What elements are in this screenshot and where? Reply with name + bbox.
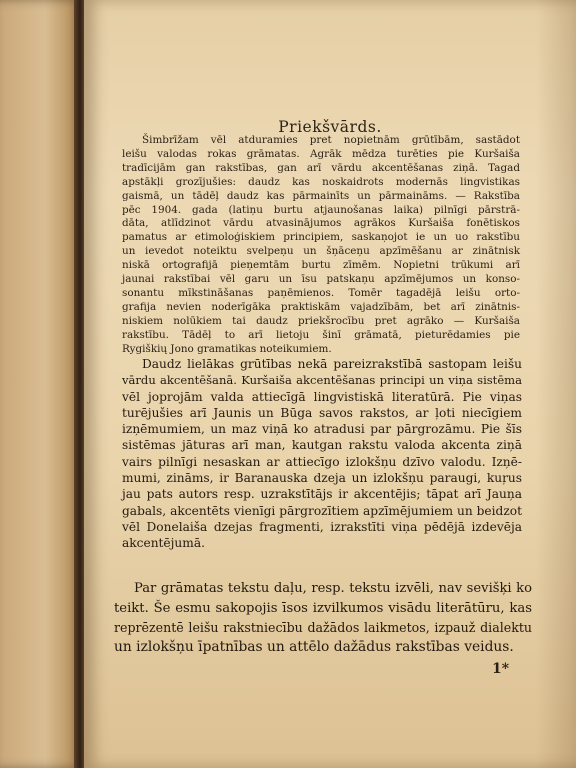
paragraph-1 — [122, 134, 520, 357]
text-line: Par grāmatas tekstu daļu, resp. tekstu izvēli, nav sevišķi ko — [134, 581, 532, 596]
text-line: sistēmas jāturas arī man, kautgan rakstu valoda akcenta ziņā — [122, 438, 522, 453]
text-line: dāta, atlīdzinot vārdu atvasinājumos agrākos Kuršaiša fonētiskos — [122, 217, 520, 230]
text-line: vēl Donelaiša dzejas fragmenti, izrakstīti viņa pēdējā izdevēja — [122, 519, 522, 534]
paragraph-2 — [122, 356, 522, 552]
text-line: sonantu mīkstināšanas paņēmienos. Tomēr tagadējā leišu orto- — [122, 286, 520, 299]
text-line: leišu valodas rokas grāmatas. Agrāk mēdza turēties pie Kuršaiša — [122, 147, 520, 160]
book-page — [84, 0, 576, 768]
text-line: rakstību. Tādēļ to arī lietoju šinī grāmatā, pieturēdamies pie — [122, 328, 520, 341]
text-line: Rygiškių Jono gramatikas noteikumiem. — [122, 342, 332, 355]
text-line: vairs pilnīgi nesaskan ar attiecīgo izlokšņu dzīvo valodu. Izņē- — [122, 454, 522, 469]
text-line: pēc 1904. gada (latiņu burtu atjaunošanas laika) pilnīgi pārstrā- — [122, 203, 520, 216]
text-line: reprēzentē leišu rakstniecību dažādos laikmetos, izpauž dialektu — [114, 620, 532, 636]
text-line: niskā ortografijā pieņemtām burtu zīmēm. Nopietni trūkumi arī — [122, 259, 520, 272]
text-line: niskiem nolūkiem tai daudz priekšrocību pret agrāko — Kuršaiša — [122, 314, 520, 327]
text-line: apstākļi grozījušies: daudz kas noskaidrots modernās lingvistikas — [122, 175, 520, 188]
text-line: tradīcijām gan rakstības, gan arī vārdu akcentēšanas ziņā. Tagad — [122, 161, 520, 174]
text-line: vārdu akcentēšanā. Kuršaiša akcentēšanas principi un viņa sistēma — [122, 373, 522, 388]
text-line: Šimbrīžam vēl atduramies pret nopietnām grūtībām, sastādot — [142, 134, 520, 146]
text-line: mumi, zināms, ir Baranauska dzeja un izlokšņu paraugi, kuŗus — [122, 471, 522, 486]
text-line: jau pats autors resp. uzrakstītājs ir akcentējis; tāpat arī Jauņa — [122, 487, 522, 502]
text-line: gaismā, un tādēļ daudz kas pārmainīts un pārmaināms. — Rakstība — [122, 189, 520, 202]
text-line: gabals, akcentēts vienīgi pārgrozītiem apzīmējumiem un beidzot — [122, 503, 522, 518]
text-line: un izlokšņu īpatnības un attēlo dažādus rakstības veidus. — [114, 638, 514, 655]
paragraph-3 — [114, 579, 532, 657]
page-title: Priekšvārds. — [278, 118, 382, 136]
text-line: teikt. Še esmu sakopojis īsos izvilkumos visādu literātūru, kas — [114, 600, 532, 616]
text-line: un ievedot noteiktu svelpeņu un šņāceņu apzīmēšanu ar zinātnisk — [122, 245, 520, 258]
text-line: pamatus ar etimoloģiskiem principiem, saskaņojot ie un uo rakstību — [122, 231, 520, 244]
page-number: 1* — [492, 661, 510, 677]
text-line: grafija nevien noderīgāka praktiskām vajadzībām, bet arī zinātnis- — [122, 300, 520, 313]
text-line: akcentējumā. — [122, 536, 205, 551]
text-line: Daudz lielākas grūtības nekā pareizrakstībā sastopam leišu — [142, 357, 522, 371]
text-line: vēl joprojām valda attiecīgā lingvistiskā literatūrā. Pie viņas — [122, 389, 522, 404]
text-line: jaunai rakstībai vēl garu un īsu patskaņu apzīmējumos un konso- — [122, 273, 520, 286]
text-line: izņēmumiem, un maz viņā ko atradusi par pārgrozāmu. Pie šīs — [122, 422, 522, 437]
facing-page-edge — [0, 0, 82, 768]
text-line: turējušies arī Jaunis un Būga savos rakstos, ar ļoti niecīgiem — [122, 405, 522, 420]
